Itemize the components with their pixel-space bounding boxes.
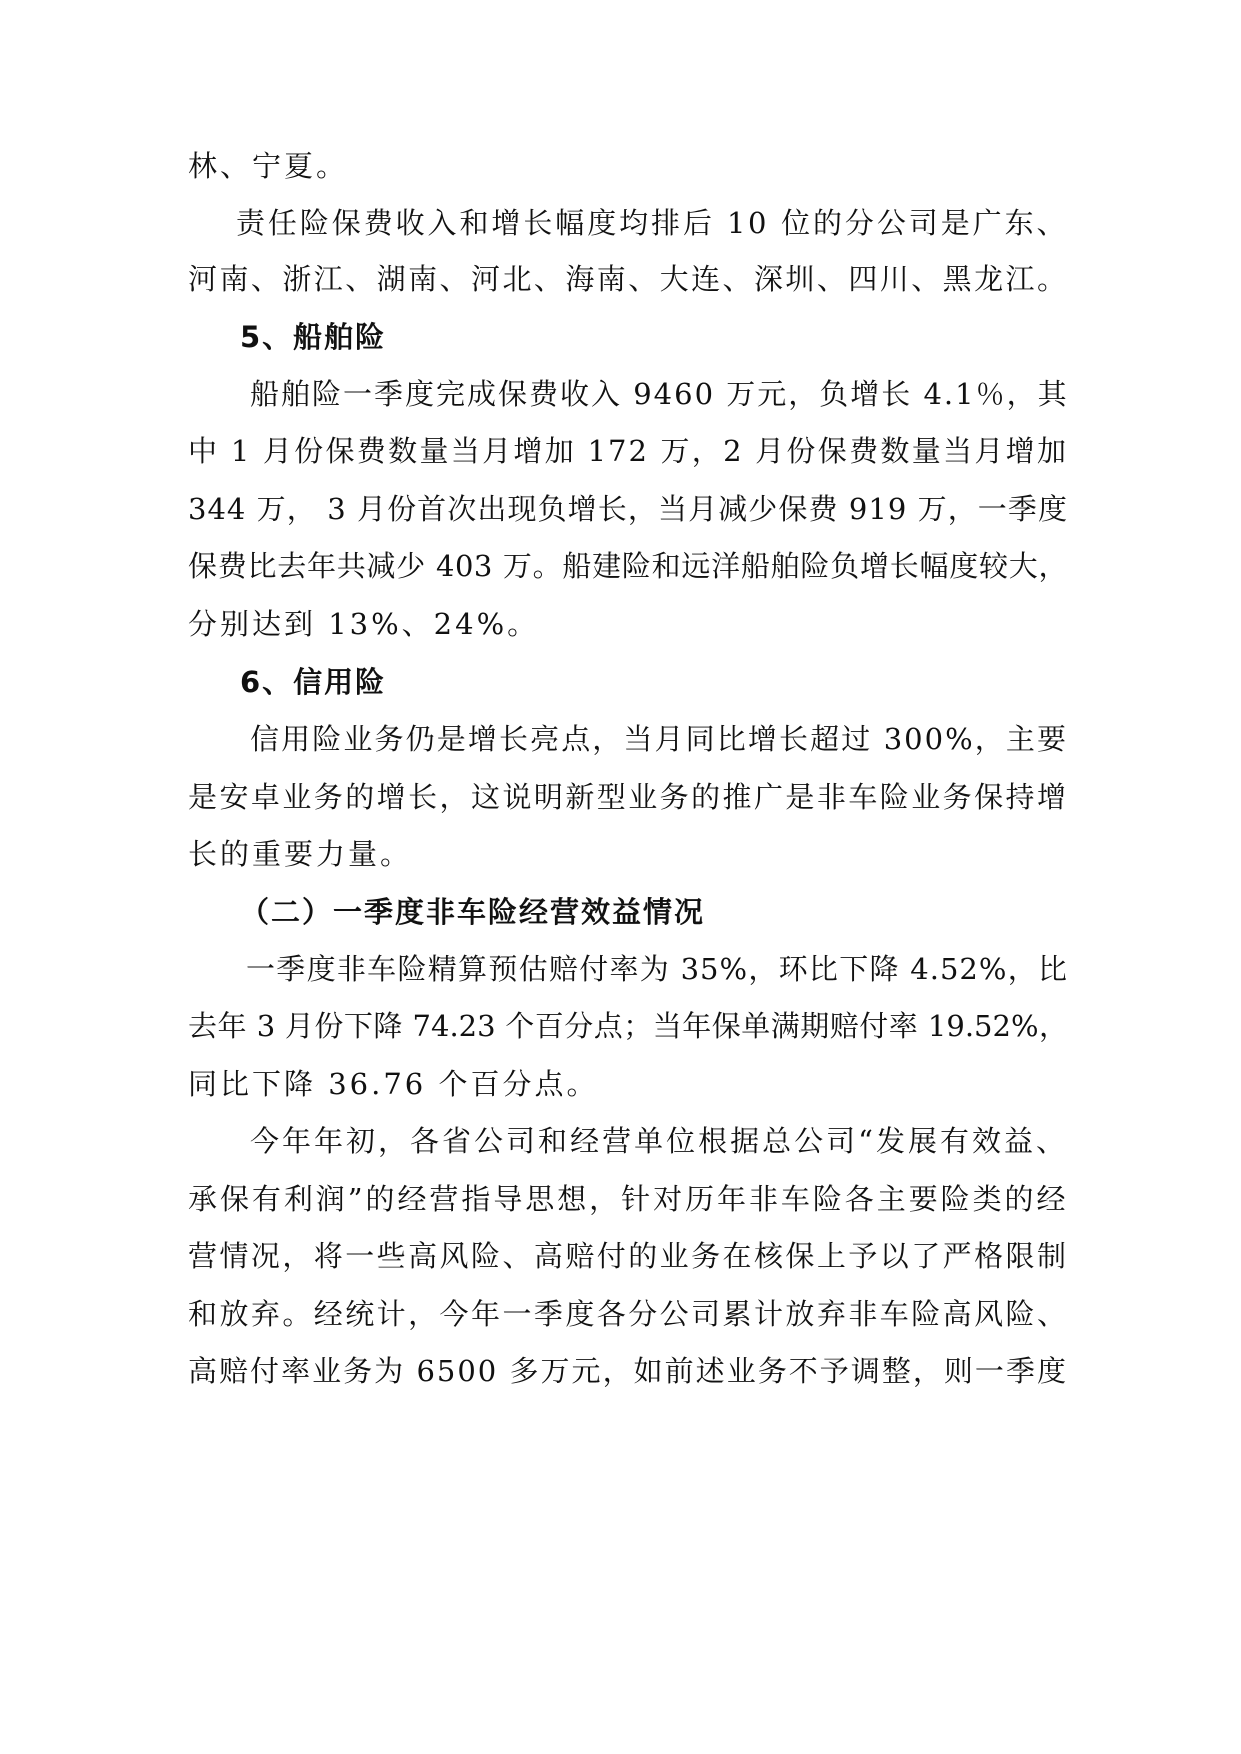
text-line: 今年年初，各省公司和经营单位根据总公司“发展有效益、 — [250, 1124, 1068, 1158]
text-line: 344 万， 3 月份首次出现负增长，当月减少保费 919 万，一季度 — [188, 492, 1068, 526]
text-line: 和放弃。经统计，今年一季度各分公司累计放弃非车险高风险、 — [188, 1297, 1068, 1331]
text-line: 林、宁夏。 — [188, 149, 349, 183]
section-heading: （二）一季度非车险经营效益情况 — [240, 895, 706, 929]
text-line: 去年 3 月份下降 74.23 个百分点；当年保单满期赔付率 19.52%， — [188, 1009, 1068, 1043]
text-line: 分别达到 13%、24%。 — [188, 607, 540, 641]
text-line: 承保有利润”的经营指导思想，针对历年非车险各主要险类的经 — [188, 1182, 1068, 1216]
text-line: 营情况，将一些高风险、高赔付的业务在核保上予以了严格限制 — [188, 1239, 1068, 1273]
text-line: 一季度非车险精算预估赔付率为 35%，环比下降 4.52%，比 — [246, 952, 1068, 986]
text-line: 中 1 月份保费数量当月增加 172 万，2 月份保费数量当月增加 — [188, 434, 1068, 468]
text-line: 责任险保费收入和增长幅度均排后 10 位的分公司是广东、 — [236, 206, 1068, 240]
text-line: 长的重要力量。 — [188, 837, 413, 871]
text-line: 高赔付率业务为 6500 多万元，如前述业务不予调整，则一季度 — [188, 1354, 1068, 1388]
text-line: 河南、浙江、湖南、河北、海南、大连、深圳、四川、黑龙江。 — [188, 262, 1068, 296]
text-line: 保费比去年共减少 403 万。船建险和远洋船舶险负增长幅度较大， — [188, 549, 1068, 583]
text-line: 是安卓业务的增长，这说明新型业务的推广是非车险业务保持增 — [188, 780, 1068, 814]
text-line: 信用险业务仍是增长亮点，当月同比增长超过 300%，主要 — [250, 722, 1068, 756]
section-heading: 6、信用险 — [240, 665, 387, 699]
text-line: 同比下降 36.76 个百分点。 — [188, 1067, 599, 1101]
section-heading: 5、船舶险 — [240, 320, 387, 354]
text-line: 船舶险一季度完成保费收入 9460 万元，负增长 4.1％，其 — [250, 377, 1069, 411]
